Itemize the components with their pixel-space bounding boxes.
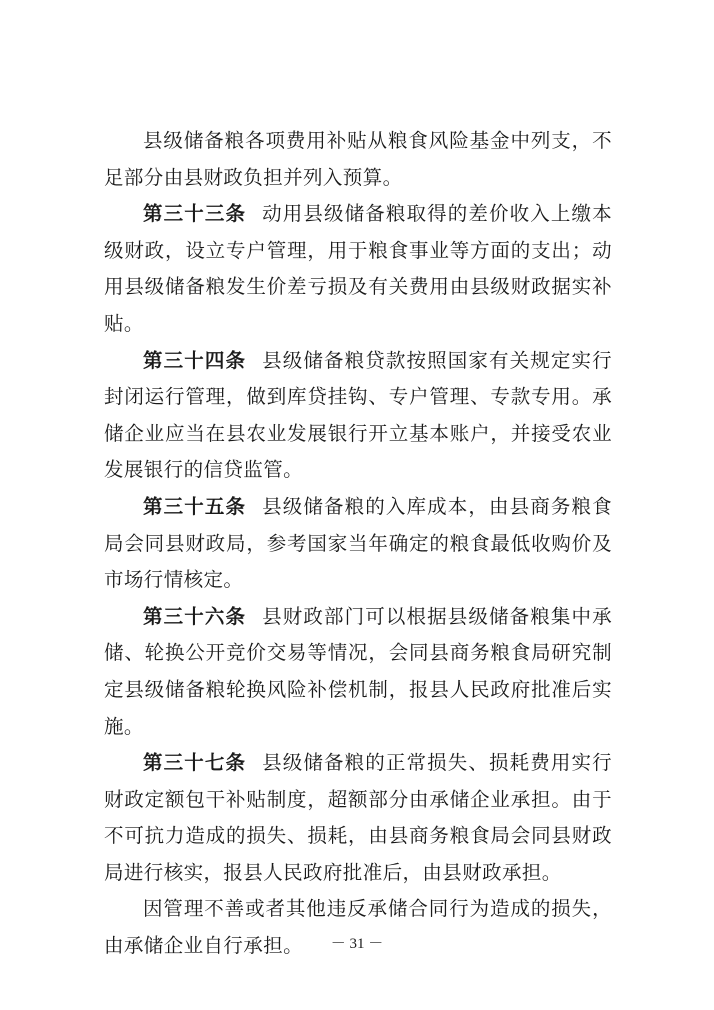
paragraph [104,599,612,745]
article-number: 第三十三条 [143,202,247,226]
page-number: － 31 － [330,936,384,952]
paragraph-text: 县级储备粮贷款按照国家有关规定实行封闭运行管理，做到库贷挂钩、专户管理、专款专用。承储企业应当在县农业发展银行开立基本账户，并接受农业发展银行的信贷监管。 [104,348,612,482]
paragraph [104,343,612,489]
paragraph-text: 县财政部门可以根据县级储备粮集中承储、轮换公开竞价交易等情况，会同县商务粮食局研究制定县级储备粮轮换风险补偿机制，报县人民政府批准后实施。 [104,604,612,738]
paragraph-text: 因管理不善或者其他违反承储合同行为造成的损失，由承储企业自行承担。 [104,897,612,958]
article-number: 第三十四条 [143,348,247,372]
article-number: 第三十五条 [143,494,247,518]
paragraph [104,196,612,342]
paragraph [104,745,612,891]
paragraph [104,891,612,964]
paragraph [104,123,612,196]
paragraph-text: 动用县级储备粮取得的差价收入上缴本级财政，设立专户管理，用于粮食事业等方面的支出；动用县级储备粮发生价差亏损及有关费用由县级财政据实补贴。 [104,202,612,335]
paragraph-text: 县级储备粮各项费用补贴从粮食风险基金中列支，不足部分由县财政负担并列入预算。 [104,129,612,189]
paragraph [104,489,612,599]
document-body [104,123,612,965]
paragraph-text: 县级储备粮的入库成本，由县商务粮食局会同县财政局，参考国家当年确定的粮食最低收购价及市场行情核定。 [104,494,612,592]
paragraph-text: 县级储备粮的正常损失、损耗费用实行财政定额包干补贴制度，超额部分由承储企业承担。由于不可抗力造成的损失、损耗，由县商务粮食局会同县财政局进行核实，报县人民政府批准后，由县财政承担。 [104,751,612,884]
article-number: 第三十七条 [143,751,247,775]
article-number: 第三十六条 [143,604,247,628]
